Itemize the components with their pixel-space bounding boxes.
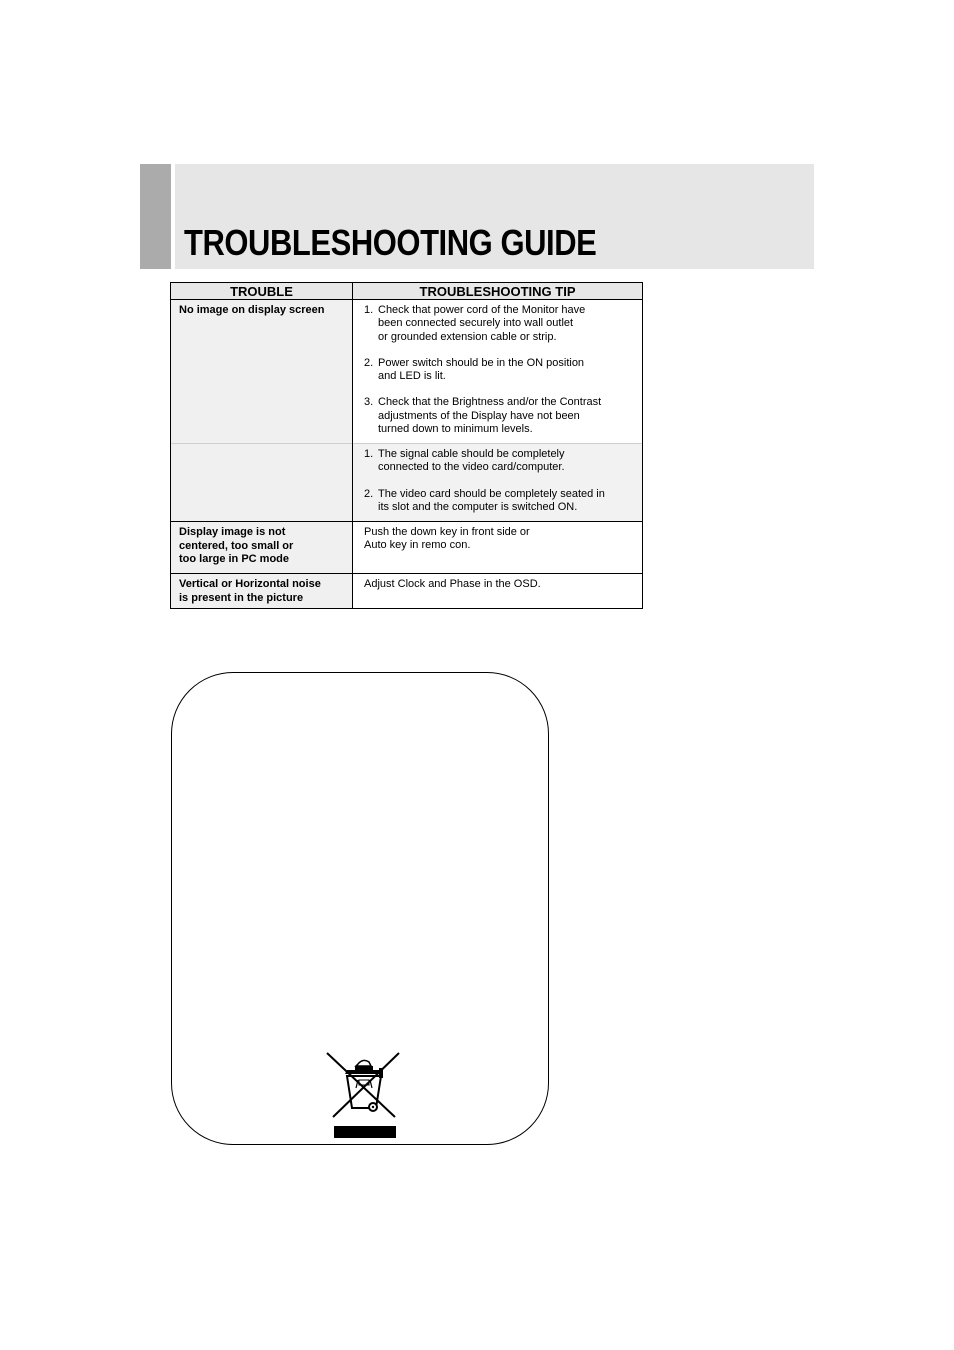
tip-text: Adjust Clock and Phase in the OSD. — [364, 578, 541, 590]
tip-number: 1. — [364, 448, 374, 460]
tip-text: The signal cable should be completely connected to the video card/computer. — [378, 448, 565, 474]
troubleshooting-table — [170, 282, 643, 609]
tip-cell — [353, 300, 643, 444]
tip-item — [364, 488, 638, 515]
trouble-cell — [171, 444, 353, 522]
tip-cell — [353, 522, 643, 574]
trouble-text: Vertical or Horizontal noise is present in the picture — [179, 578, 321, 604]
header-accent-bar — [140, 164, 171, 269]
tip-cell — [353, 574, 643, 609]
trouble-cell — [171, 574, 353, 609]
table-row — [171, 522, 643, 574]
table-header-row — [171, 283, 643, 300]
tip-item — [364, 448, 638, 475]
tip-item — [364, 396, 638, 436]
header-divider — [171, 164, 175, 269]
table-row — [171, 444, 643, 522]
trouble-text: No image on display screen — [179, 304, 325, 316]
tip-text: Check that power cord of the Monitor have been connected securely into wall outlet or grounded extension cable or strip. — [378, 304, 586, 343]
tip-text: Check that the Brightness and/or the Contrast adjustments of the Display have not been turned down to minimum levels. — [378, 396, 602, 436]
tip-number: 1. — [364, 304, 374, 316]
page-title: TROUBLESHOOTING GUIDE — [184, 222, 597, 263]
column-header-trouble: TROUBLE — [171, 283, 353, 300]
tip-text: Power switch should be in the ON position and LED is lit. — [378, 356, 585, 383]
tip-number: 3. — [364, 396, 374, 409]
tip-item — [364, 304, 638, 344]
tip-number: 2. — [364, 356, 374, 369]
crossed-out-wheelie-bin-icon — [325, 1050, 403, 1140]
tip-text: Push the down key in front side or Auto key in remo con. — [364, 526, 530, 552]
table-row — [171, 300, 643, 444]
tip-text: The video card should be completely seated in its slot and the computer is switched ON. — [378, 487, 605, 513]
tip-item — [364, 357, 638, 384]
tip-cell — [353, 444, 643, 522]
trouble-cell — [171, 522, 353, 574]
tip-number: 2. — [364, 487, 374, 500]
trouble-text: Display image is not centered, too small or too large in PC mode — [179, 526, 294, 565]
trouble-cell — [171, 300, 353, 444]
table-row — [171, 574, 643, 609]
column-header-tip: TROUBLESHOOTING TIP — [353, 283, 643, 300]
